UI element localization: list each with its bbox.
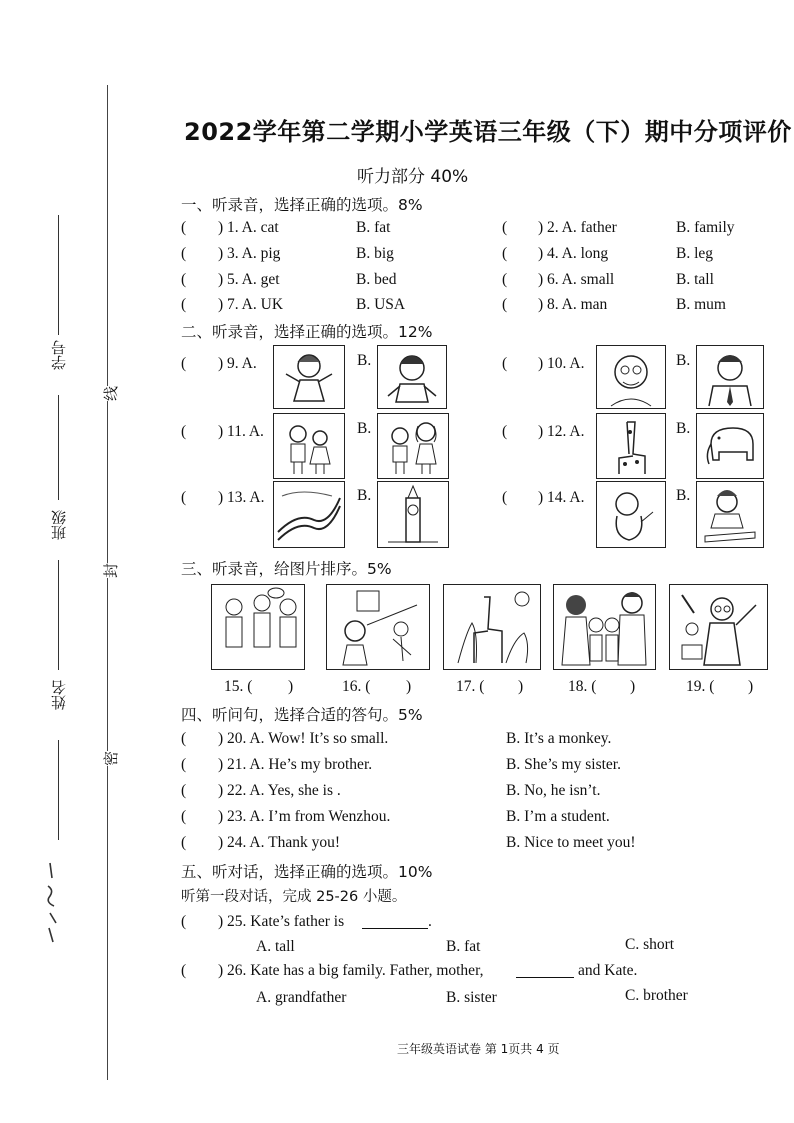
question-stem: ) 8. A. man xyxy=(538,296,608,313)
order-close[interactable]: ) xyxy=(748,678,754,695)
question-stem: ) 4. A. long xyxy=(538,245,609,262)
option-c: C. brother xyxy=(625,987,688,1004)
picture-family[interactable] xyxy=(553,584,656,670)
answer-paren[interactable]: ( xyxy=(181,271,187,288)
picture-baby[interactable] xyxy=(596,481,666,548)
question-stem: ) 22. A. Yes, she is . xyxy=(218,782,341,799)
question-stem: ) 14. A. xyxy=(538,489,585,506)
question-stem: ) 25. Kate’s father is xyxy=(218,913,345,930)
side-char-feng: 封 xyxy=(102,562,121,579)
option-b-label: B. xyxy=(357,420,372,437)
xuehao-blank xyxy=(58,215,60,335)
picture-teacher[interactable] xyxy=(669,584,768,670)
answer-paren[interactable]: ( xyxy=(181,423,187,440)
order-label-15: 15. ( xyxy=(224,678,253,695)
answer-paren[interactable]: ( xyxy=(502,355,508,372)
picture-three-people-talking[interactable] xyxy=(211,584,305,670)
section-3-heading: 三、听录音，给图片排序。5% xyxy=(181,560,392,578)
option-b-label: B. xyxy=(676,487,691,504)
option-a: A. tall xyxy=(256,938,295,955)
question-stem: ) 2. A. father xyxy=(538,219,617,236)
page-title: 2022学年第二学期小学英语三年级（下）期中分项评价 xyxy=(184,118,792,146)
question-stem: ) 10. A. xyxy=(538,355,585,372)
question-stem: ) 11. A. xyxy=(218,423,264,440)
option-b-label: B. xyxy=(357,352,372,369)
option-b: B. fat xyxy=(446,938,481,955)
question-stem: ) 6. A. small xyxy=(538,271,615,288)
section-1-heading: 一、听录音，选择正确的选项。8% xyxy=(181,196,423,214)
question-stem: ) 12. A. xyxy=(538,423,585,440)
answer-paren[interactable]: ( xyxy=(181,219,187,236)
option-b: B. tall xyxy=(676,271,714,288)
option-b: B. I’m a student. xyxy=(506,808,610,825)
binding-line xyxy=(107,85,108,1080)
question-stem: ) 9. A. xyxy=(218,355,257,372)
question-tail: and Kate. xyxy=(578,962,638,979)
option-b: B. USA xyxy=(356,296,406,313)
side-char-mi: 密 xyxy=(102,750,121,767)
answer-paren[interactable]: ( xyxy=(502,423,508,440)
handwriting-scribble xyxy=(40,858,70,948)
option-b-label: B. xyxy=(676,352,691,369)
fill-blank-26[interactable] xyxy=(516,977,574,978)
option-b: B. Nice to meet you! xyxy=(506,834,636,851)
side-char-xian: 线 xyxy=(102,385,121,402)
question-stem: ) 3. A. pig xyxy=(218,245,281,262)
option-b: B. It’s a monkey. xyxy=(506,730,612,747)
option-b: B. No, he isn’t. xyxy=(506,782,601,799)
question-stem: ) 23. A. I’m from Wenzhou. xyxy=(218,808,391,825)
picture-giraffe[interactable] xyxy=(596,413,666,479)
answer-paren[interactable]: ( xyxy=(181,730,187,747)
option-b: B. sister xyxy=(446,989,497,1006)
answer-paren[interactable]: ( xyxy=(181,756,187,773)
answer-paren[interactable]: ( xyxy=(181,834,187,851)
answer-paren[interactable]: ( xyxy=(502,271,508,288)
answer-paren[interactable]: ( xyxy=(502,245,508,262)
question-stem: ) 1. A. cat xyxy=(218,219,279,236)
order-close[interactable]: ) xyxy=(630,678,636,695)
option-c: C. short xyxy=(625,936,675,953)
option-b-label: B. xyxy=(357,487,372,504)
order-label-19: 19. ( xyxy=(686,678,715,695)
picture-girl-writing[interactable] xyxy=(696,481,764,548)
picture-two-kids[interactable] xyxy=(273,413,345,479)
picture-boy-and-girl[interactable] xyxy=(377,413,449,479)
banji-blank xyxy=(58,395,60,500)
side-label-banji: 班级 xyxy=(50,510,68,540)
picture-giraffes-zoo[interactable] xyxy=(443,584,541,670)
page-footer: 三年级英语试卷 第 1页共 4 页 xyxy=(397,1042,560,1056)
answer-paren[interactable]: ( xyxy=(181,913,187,930)
picture-elephant[interactable] xyxy=(696,413,764,479)
page-subtitle: 听力部分 40% xyxy=(357,167,469,187)
order-close[interactable]: ) xyxy=(288,678,294,695)
picture-grandpa[interactable] xyxy=(596,345,666,409)
answer-paren[interactable]: ( xyxy=(502,219,508,236)
option-b: B. family xyxy=(676,219,735,236)
question-stem: ) 13. A. xyxy=(218,489,265,506)
picture-kids-playing[interactable] xyxy=(326,584,430,670)
picture-big-ben[interactable] xyxy=(377,481,449,548)
question-stem: ) 21. A. He’s my brother. xyxy=(218,756,373,773)
section-4-heading: 四、听问句，选择合适的答句。5% xyxy=(181,706,423,724)
question-stem: ) 26. Kate has a big family. Father, mother, xyxy=(218,962,484,979)
option-b: B. leg xyxy=(676,245,714,262)
answer-paren[interactable]: ( xyxy=(181,489,187,506)
option-b-label: B. xyxy=(676,420,691,437)
answer-paren[interactable]: ( xyxy=(181,245,187,262)
picture-girl-waving[interactable] xyxy=(273,345,345,409)
answer-paren[interactable]: ( xyxy=(181,808,187,825)
section-5-intro: 听第一段对话，完成 25-26 小题。 xyxy=(181,889,407,905)
answer-paren[interactable]: ( xyxy=(502,296,508,313)
answer-paren[interactable]: ( xyxy=(181,296,187,313)
option-b: B. She’s my sister. xyxy=(506,756,621,773)
answer-paren[interactable]: ( xyxy=(181,355,187,372)
order-close[interactable]: ) xyxy=(518,678,524,695)
question-stem: ) 24. A. Thank you! xyxy=(218,834,340,851)
option-b: B. bed xyxy=(356,271,397,288)
side-label-xuehao: 学号 xyxy=(50,340,68,370)
option-b: B. big xyxy=(356,245,394,262)
answer-paren[interactable]: ( xyxy=(181,782,187,799)
order-label-16: 16. ( xyxy=(342,678,371,695)
question-period: . xyxy=(428,913,432,930)
question-stem: ) 5. A. get xyxy=(218,271,280,288)
answer-paren[interactable]: ( xyxy=(502,489,508,506)
order-label-18: 18. ( xyxy=(568,678,597,695)
section-5-heading: 五、听对话，选择正确的选项。10% xyxy=(181,863,433,881)
question-stem: ) 7. A. UK xyxy=(218,296,284,313)
answer-paren[interactable]: ( xyxy=(181,962,187,979)
option-b: B. fat xyxy=(356,219,391,236)
fill-blank-25[interactable] xyxy=(362,928,428,929)
xingming-blank xyxy=(58,560,60,670)
question-stem: ) 20. A. Wow! It’s so small. xyxy=(218,730,389,747)
side-label-xingming: 姓名 xyxy=(50,680,68,710)
picture-man-tie[interactable] xyxy=(696,345,764,409)
option-b: B. mum xyxy=(676,296,726,313)
order-close[interactable]: ) xyxy=(406,678,412,695)
section-2-heading: 二、听录音，选择正确的选项。12% xyxy=(181,323,433,341)
order-label-17: 17. ( xyxy=(456,678,485,695)
picture-boy-smiling[interactable] xyxy=(377,345,447,409)
option-a: A. grandfather xyxy=(256,989,347,1006)
picture-great-wall[interactable] xyxy=(273,481,345,548)
extra-blank xyxy=(58,740,60,840)
